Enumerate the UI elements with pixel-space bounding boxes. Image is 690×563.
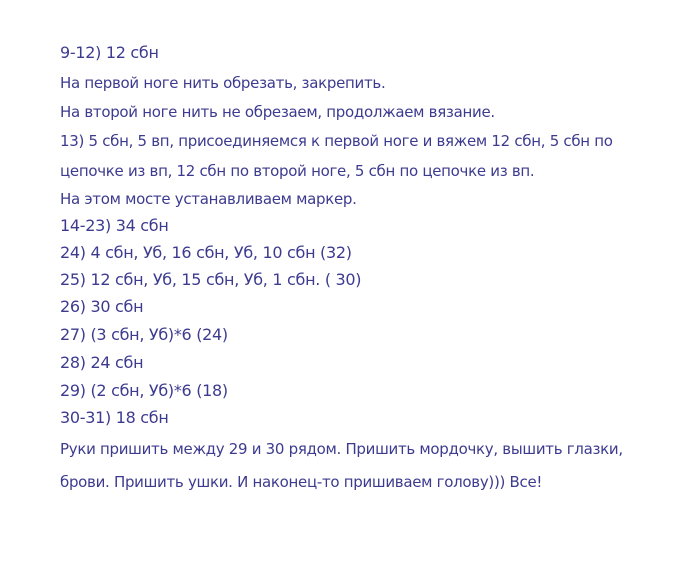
text-line-8: 24) 4 сбн, Уб, 16 сбн, Уб, 10 сбн (32): [60, 243, 352, 262]
text-line-9: 25) 12 сбн, Уб, 15 сбн, Уб, 1 сбн. ( 30): [60, 270, 362, 289]
text-line-1: 9-12) 12 сбн: [60, 43, 159, 62]
text-line-5: цепочке из вп, 12 сбн по второй ноге, 5 сбн по цепочке из вп.: [60, 162, 535, 180]
text-line-15: Руки пришить между 29 и 30 рядом. Пришить мордочку, вышить глазки,: [60, 440, 623, 458]
text-line-14: 30-31) 18 сбн: [60, 408, 169, 427]
text-line-2: На первой ноге нить обрезать, закрепить.: [60, 74, 386, 92]
text-line-11: 27) (3 сбн, Уб)*6 (24): [60, 325, 228, 344]
text-line-16: брови. Пришить ушки. И наконец-то пришиваем голову))) Все!: [60, 473, 543, 491]
text-line-13: 29) (2 сбн, Уб)*6 (18): [60, 381, 228, 400]
text-line-6: На этом мосте устанавливаем маркер.: [60, 190, 357, 208]
text-line-10: 26) 30 сбн: [60, 297, 144, 316]
text-line-4: 13) 5 сбн, 5 вп, присоединяемся к первой ноге и вяжем 12 сбн, 5 сбн по: [60, 132, 613, 150]
text-line-7: 14-23) 34 сбн: [60, 216, 169, 235]
text-line-12: 28) 24 сбн: [60, 353, 144, 372]
text-line-3: На второй ноге нить не обрезаем, продолжаем вязание.: [60, 103, 495, 121]
